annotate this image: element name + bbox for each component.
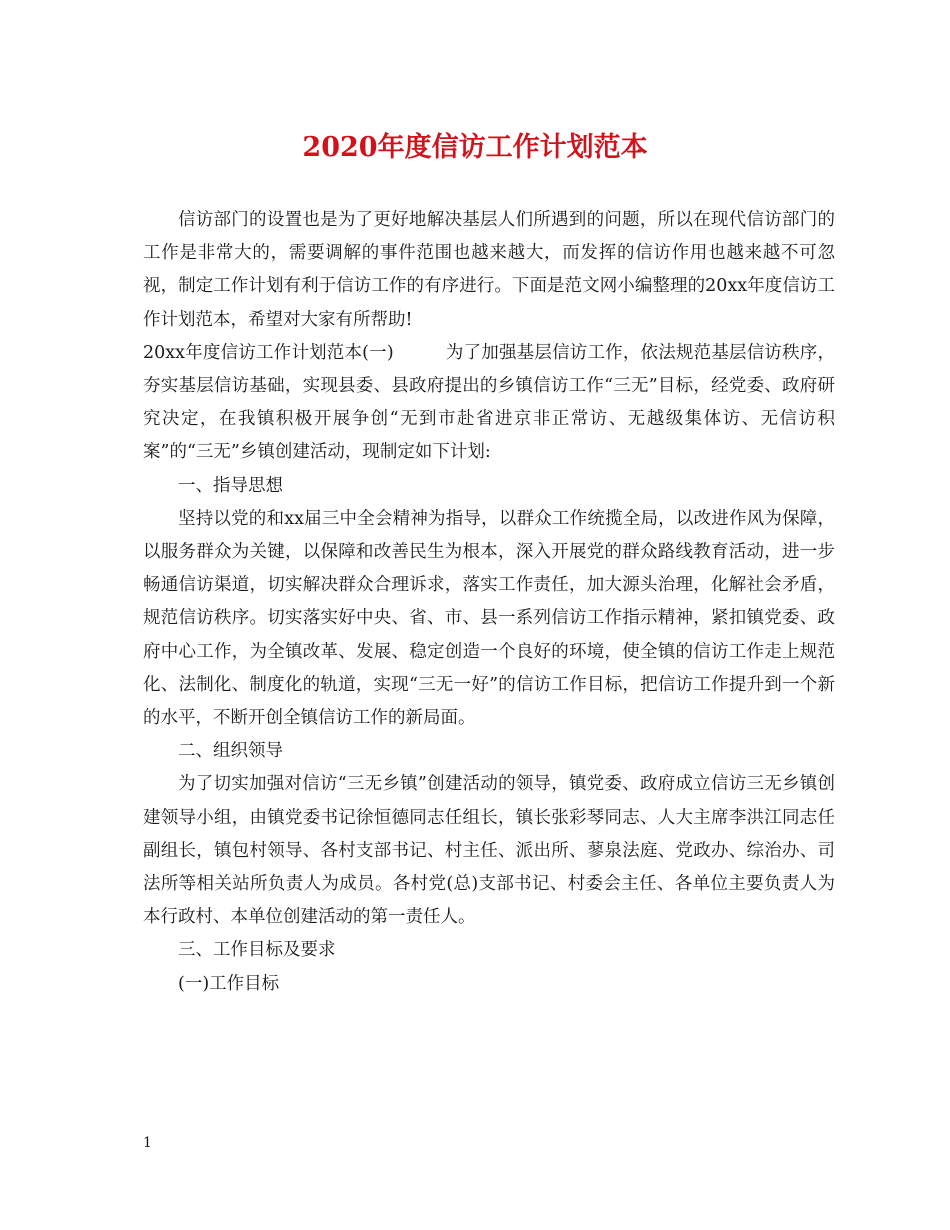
- document-title: 2020年度信访工作计划范本: [302, 132, 648, 163]
- plan-opening-paragraph: [143, 337, 835, 470]
- document-body: [143, 204, 835, 1001]
- section-heading-organization: 二、组织领导: [178, 741, 283, 762]
- page-number: 1: [143, 1135, 152, 1151]
- plan-opening-text: 为了加强基层信访工作，依法规范基层信访秩序，夯实基层信访基础，实现县委、县政府提出的乡镇信访工作“三无”目标，经党委、政府研究决定，在我镇积极开展争创“无到市赴省进京非正常访、无越级集体访、无信访积案”的“三无”乡镇创建活动，现制定如下计划:: [143, 342, 835, 463]
- organization-paragraph: 为了切实加强对信访“三无乡镇”创建活动的领导，镇党委、政府成立信访三无乡镇创建领导小组，由镇党委书记徐恒德同志任组长，镇长张彩琴同志、人大主席李洪江同志任副组长，镇包村领导、各村支部书记、村主任、派出所、蓼泉法庭、党政办、综治办、司法所等相关站所负责人为成员。各村党(总)支部书记、村委会主任、各单位主要负责人为本行政村、本单位创建活动的第一责任人。: [143, 774, 835, 928]
- section-heading-guiding-ideology: 一、指导思想: [178, 475, 283, 496]
- intro-paragraph: 信访部门的设置也是为了更好地解决基层人们所遇到的问题，所以在现代信访部门的工作是非常大的，需要调解的事件范围也越来越大，而发挥的信访作用也越来越不可忽视，制定工作计划有利于信访工作的有序进行。下面是范文网小编整理的20xx年度信访工作计划范本，希望对大家有所帮助!: [143, 210, 835, 330]
- sample-heading: 20xx年度信访工作计划范本(一): [143, 342, 394, 363]
- subsection-heading-work-goals: (一)工作目标: [178, 973, 280, 994]
- guiding-ideology-paragraph: 坚持以党的和xx届三中全会精神为指导，以群众工作统揽全局，以改进作风为保障，以服务群众为关键，以保障和改善民生为根本，深入开展党的群众路线教育活动，进一步畅通信访渠道，切实解决群众合理诉求，落实工作责任，加大源头治理，化解社会矛盾，规范信访秩序。切实落实好中央、省、市、县一系列信访工作指示精神，紧扣镇党委、政府中心工作，为全镇改革、发展、稳定创造一个良好的环境，使全镇的信访工作走上规范化、法制化、制度化的轨道，实现“三无一好”的信访工作目标，把信访工作提升到一个新的水平，不断开创全镇信访工作的新局面。: [143, 508, 835, 729]
- section-heading-goals: 三、工作目标及要求: [178, 940, 336, 961]
